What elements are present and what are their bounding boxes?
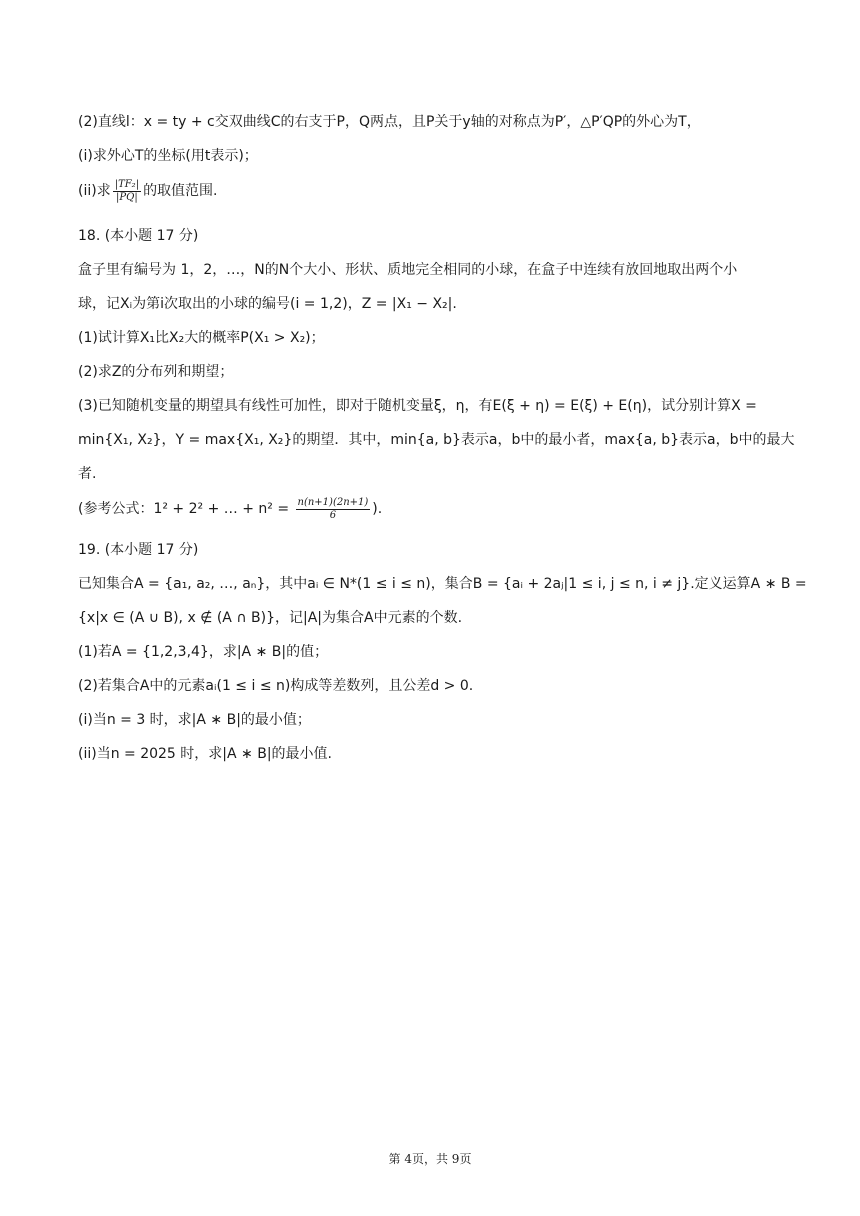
q18-reference-formula: [78, 496, 790, 522]
q18-part2: (2)求Z的分布列和期望；: [78, 364, 234, 380]
q18-header: 18. (本小题 17 分): [78, 228, 199, 244]
q18-ref-numerator: n(n+1)(2n+1): [297, 496, 369, 508]
q18-part1: (1)试计算X₁比X₂大的概率P(X₁ > X₂)；: [78, 330, 325, 346]
q18-part3-line3: 者.: [78, 466, 97, 482]
q19-part2-ii: (ii)当n = 2025 时，求|A ∗ B|的最小值.: [78, 746, 332, 762]
q19-part2-i: (i)当n = 3 时，求|A ∗ B|的最小值；: [78, 712, 311, 728]
q17-part2-i: (i)求外心T的坐标(用t表示)；: [78, 148, 258, 164]
q17-fraction-denominator: |PQ|: [116, 191, 138, 203]
q19-part2: (2)若集合A中的元素aᵢ(1 ≤ i ≤ n)构成等差数列，且公差d > 0.: [78, 678, 474, 694]
q17-part2-ii-prefix: (ii)求: [78, 183, 111, 199]
q19-part1: (1)若A = {1,2,3,4}，求|A ∗ B|的值；: [78, 644, 329, 660]
q18-ref-suffix: ).: [372, 501, 383, 517]
q18-ref-prefix: (参考公式：1² + 2² + … + n² =: [78, 501, 294, 517]
q19-stem-line2: {x|x ∈ (A ∪ B), x ∉ (A ∩ B)}，记|A|为集合A中元素的个数.: [78, 610, 463, 626]
q17-fraction: [113, 179, 141, 204]
q18-ref-denominator: 6: [329, 509, 337, 521]
q18-part3-line2: min{X₁, X₂}，Y = max{X₁, X₂}的期望．其中，min{a, b}表示a，b中的最小者，max{a, b}表示a，b中的最大: [78, 432, 795, 448]
page-footer: 第 4页，共 9页: [388, 1152, 472, 1166]
q17-fraction-numerator: |TF₂|: [114, 178, 140, 190]
q17-part2-ii-suffix: 的取值范围.: [143, 183, 218, 199]
q18-part3-line1: (3)已知随机变量的期望具有线性可加性，即对于随机变量ξ，η，有E(ξ + η) = E(ξ) + E(η)，试分别计算X =: [78, 398, 757, 414]
q18-stem-line1: 盒子里有编号为 1，2，…，N的N个大小、形状、质地完全相同的小球，在盒子中连续有放回地取出两个小: [78, 262, 738, 278]
q19-header: 19. (本小题 17 分): [78, 542, 199, 558]
q19-stem-line1: 已知集合A = {a₁, a₂, …, aₙ}，其中aᵢ ∈ N*(1 ≤ i ≤ n)，集合B = {aᵢ + 2aⱼ|1 ≤ i, j ≤ n, i ≠ j}.定义运算A ∗ B =: [78, 576, 807, 592]
q18-stem-line2: 球，记Xᵢ为第i次取出的小球的编号(i = 1,2)，Z = |X₁ − X₂|.: [78, 296, 457, 312]
q17-part2-ii: [78, 178, 790, 204]
q17-part2-intro: (2)直线l：x = ty + c交双曲线C的右支于P，Q两点，且P关于y轴的对称点为P′，△P′QP的外心为T，: [78, 114, 701, 130]
q18-ref-fraction: [296, 497, 371, 522]
